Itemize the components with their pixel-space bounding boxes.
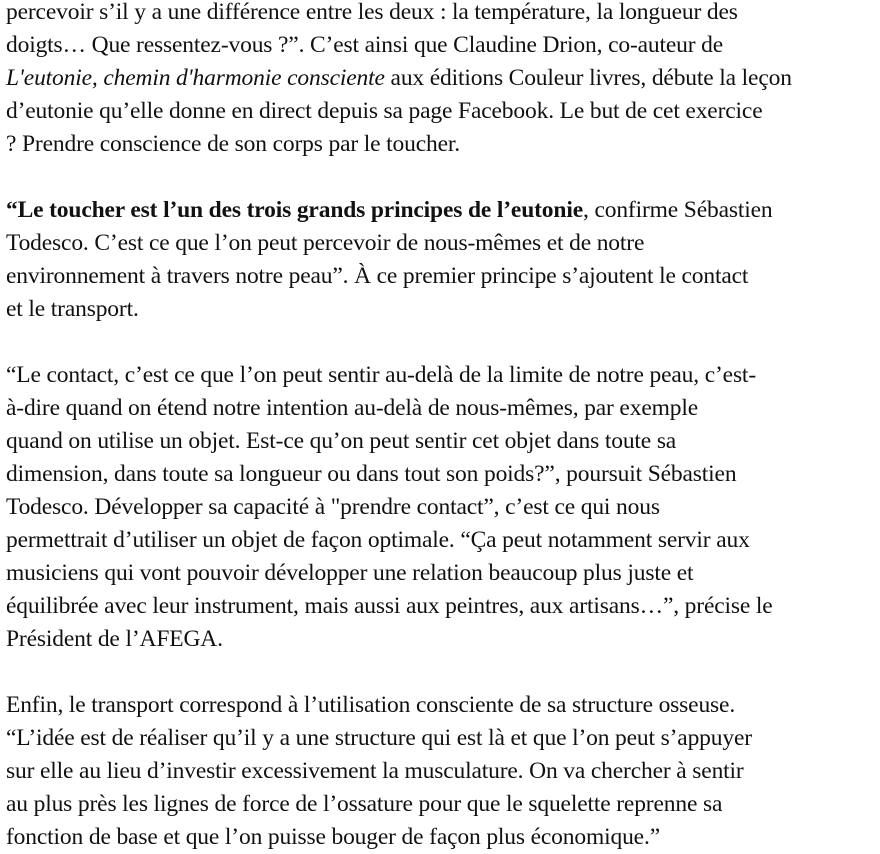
text-line: Président de l’AFEGA. [6, 626, 223, 652]
text-line: “L’idée est de réaliser qu’il y a une structure qui est là et que l’on peut s’appuyer [6, 725, 752, 751]
paragraph-toucher [6, 194, 880, 326]
text-line: et le transport. [6, 296, 139, 322]
paragraph-transport [6, 689, 880, 854]
bold-quote: “Le toucher est l’un des trois grands principes de l’eutonie [6, 197, 583, 223]
text-line: percevoir s’il y a une différence entre les deux : la température, la longueur des [6, 0, 738, 25]
text-line: musiciens qui vont pouvoir développer une relation beaucoup plus juste et [6, 560, 694, 586]
paragraph-gap [6, 656, 880, 689]
text-line: Todesco. Développer sa capacité à "prendre contact”, c’est ce qui nous [6, 494, 660, 520]
paragraph-contact [6, 359, 880, 656]
text-line: permettrait d’utiliser un objet de façon optimale. “Ça peut notamment servir aux [6, 527, 750, 553]
text-line [6, 62, 880, 95]
paragraph-gap [6, 161, 880, 194]
text-line: “Le contact, c’est ce que l’on peut sentir au-delà de la limite de notre peau, c’est- [6, 362, 756, 388]
text-line: Todesco. C’est ce que l’on peut percevoir de nous-mêmes et de notre [6, 230, 645, 256]
text-line [6, 194, 880, 227]
paragraph-gap [6, 326, 880, 359]
text-line: ? Prendre conscience de son corps par le toucher. [6, 131, 460, 157]
text-segment: aux éditions Couleur livres, débute la leçon [384, 65, 792, 91]
paragraph-intro [6, 0, 880, 161]
text-line: à-dire quand on étend notre intention au-delà de nous-mêmes, par exemple [6, 395, 698, 421]
text-line: dimension, dans toute sa longueur ou dans tout son poids?”, poursuit Sébastien [6, 461, 737, 487]
text-segment: , confirme Sébastien [583, 197, 773, 223]
text-line: au plus près les lignes de force de l’ossature pour que le squelette reprenne sa [6, 791, 723, 817]
text-line: d’eutonie qu’elle donne en direct depuis sa page Facebook. Le but de cet exercice [6, 98, 763, 124]
text-line: équilibrée avec leur instrument, mais aussi aux peintres, aux artisans…”, précise le [6, 593, 773, 619]
text-line: environnement à travers notre peau”. À ce premier principe s’ajoutent le contact [6, 263, 749, 289]
text-line: Enfin, le transport correspond à l’utilisation consciente de sa structure osseuse. [6, 692, 736, 718]
text-line: fonction de base et que l’on puisse bouger de façon plus économique.” [6, 824, 660, 850]
text-line: doigts… Que ressentez-vous ?”. C’est ainsi que Claudine Drion, co-auteur de [6, 32, 724, 58]
text-line: quand on utilise un objet. Est-ce qu’on peut sentir cet objet dans toute sa [6, 428, 677, 454]
book-title: L'eutonie, chemin d'harmonie consciente [6, 65, 385, 91]
text-line: sur elle au lieu d’investir excessivement la musculature. On va chercher à sentir [6, 758, 744, 784]
